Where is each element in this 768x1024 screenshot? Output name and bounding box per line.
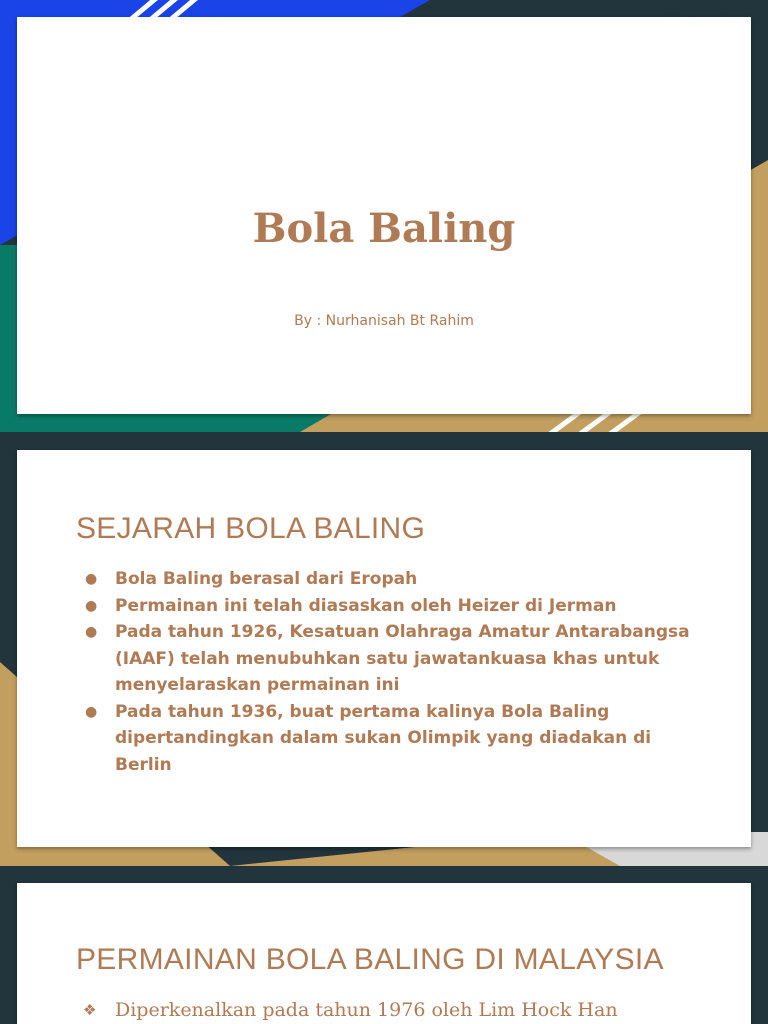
slide-1 [0, 0, 768, 432]
bullet-dot-icon: ● [85, 571, 98, 587]
slide-2-bullet-list [77, 566, 697, 778]
bullet-dot-icon: ● [85, 597, 98, 614]
slide-3-card [17, 883, 751, 1024]
diamond-bullet-icon: ❖ [83, 1001, 97, 1019]
list-item: ● Pada tahun 1936, buat pertama kalinya Bola Baling dipertandingkan dalam sukan Olimpik yang diadakan di Berlin [77, 699, 697, 779]
slide-2 [0, 432, 768, 866]
slide-1-card [17, 17, 751, 414]
presentation-author: By : Nurhanisah Bt Rahim [294, 313, 474, 329]
slide-3-bullet-list [77, 997, 717, 1023]
slide-2-heading: SEJARAH BOLA BALING [76, 512, 426, 545]
list-item: ● Pada tahun 1926, Kesatuan Olahraga Amatur Antarabangsa (IAAF) telah menubuhkan satu jawatankuasa khas untuk menyelaraskan permainan ini [77, 619, 697, 699]
list-item: ● Permainan ini telah diasaskan oleh Heizer di Jerman [77, 593, 697, 620]
bullet-dot-icon: ● [85, 624, 98, 640]
list-item: ❖ Diperkenalkan pada tahun 1976 oleh Lim Hock Han [83, 999, 618, 1021]
list-item: ● Bola Baling berasal dari Eropah [77, 566, 697, 593]
slide-2-card [17, 450, 751, 847]
presentation-title: Bola Baling [252, 205, 516, 252]
bullet-dot-icon: ● [85, 703, 98, 720]
slide-3 [0, 866, 768, 1024]
slide-3-heading: PERMAINAN BOLA BALING DI MALAYSIA [76, 943, 664, 976]
